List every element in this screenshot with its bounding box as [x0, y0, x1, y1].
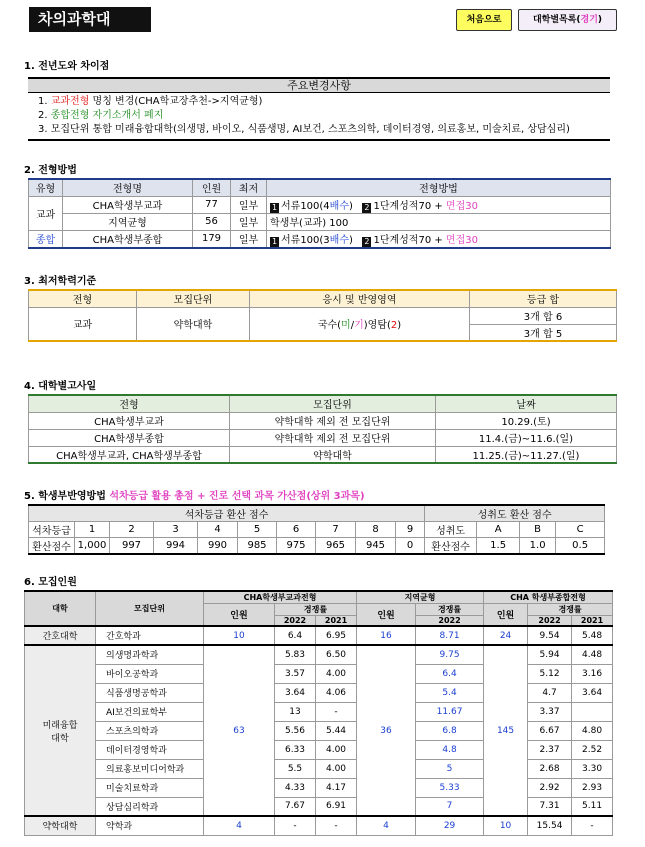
- score-cell: 0: [396, 538, 425, 555]
- cell: CHA학생부종합: [29, 429, 230, 446]
- min-cell: 일부: [231, 213, 267, 230]
- university-list-button[interactable]: [518, 9, 617, 31]
- col-header: 인원: [484, 604, 528, 627]
- cell: 약학대학: [230, 446, 436, 463]
- col-header: 경쟁률: [275, 604, 357, 616]
- col-header: 대학: [25, 591, 96, 626]
- count-cell: 145: [484, 645, 528, 816]
- group-header: CHA학생부교과전형: [204, 591, 357, 604]
- col-header: 전형: [29, 395, 230, 412]
- cell: 10.29.(토): [436, 412, 617, 429]
- rate-cell: 4.00: [316, 740, 357, 759]
- admission-method-table: [28, 178, 611, 249]
- col-header: 인원: [193, 179, 231, 196]
- rate-cell: 5.94: [528, 645, 572, 664]
- type-cell: 교과: [29, 307, 137, 341]
- col-header: 인원: [204, 604, 275, 627]
- rate-cell: 5.4: [416, 683, 484, 702]
- table-header-row: [29, 505, 605, 522]
- change-item-2: 2. 종합전형 자기소개서 폐지: [38, 110, 164, 121]
- rate-cell: 5: [416, 759, 484, 778]
- section4-heading: 4. 대학별고사일: [24, 381, 97, 392]
- exam-date-table: [28, 394, 617, 464]
- grade-cell: 3개 합 6: [470, 307, 617, 324]
- grade-cell: 4: [198, 522, 238, 538]
- rate-cell: 15.54: [528, 816, 572, 835]
- rate-cell: 5.56: [275, 721, 316, 740]
- name-cell: 지역균형: [63, 213, 193, 230]
- rate-cell: 7: [416, 797, 484, 816]
- rate-cell: 2.68: [528, 759, 572, 778]
- dept-cell: 약학과: [96, 816, 204, 835]
- table-header-row: [29, 290, 617, 307]
- rate-cell: 2.92: [528, 778, 572, 797]
- grade-cell: 3: [154, 522, 198, 538]
- rate-cell: 6.4: [416, 664, 484, 683]
- score-cell: 945: [356, 538, 396, 555]
- rate-cell: 5.48: [572, 626, 613, 645]
- grade-cell: 3개 합 5: [470, 324, 617, 341]
- section5-note: 석차등급 활용 총점 + 진로 선택 과목 가산점(상위 3과목): [109, 491, 365, 502]
- rate-cell: 8.71: [416, 626, 484, 645]
- ach-cell: A: [477, 522, 520, 538]
- method-cell: 1 서류100(4배수) 2 1단계성적70 + 면접30: [267, 196, 611, 213]
- grade-cell: 2: [110, 522, 154, 538]
- table-row: [29, 522, 605, 538]
- score-cell: 994: [154, 538, 198, 555]
- college-cell: 약학대학: [25, 816, 96, 835]
- university-list-close: ): [597, 15, 603, 25]
- grade-cell: 7: [316, 522, 356, 538]
- score-cell: 990: [198, 538, 238, 555]
- col-header: 전형: [29, 290, 137, 307]
- count-cell: 77: [193, 196, 231, 213]
- table-row: [29, 538, 605, 555]
- dept-cell: 데이터경영학과: [96, 740, 204, 759]
- row-label: 석차등급: [29, 522, 75, 538]
- row-label: 성취도: [425, 522, 477, 538]
- grade-cell: 5: [238, 522, 277, 538]
- score-cell: 965: [316, 538, 356, 555]
- rate-cell: 7.67: [275, 797, 316, 816]
- rate-cell: 5.33: [416, 778, 484, 797]
- col-header: 등급 합: [470, 290, 617, 307]
- dept-cell: 의생명과학과: [96, 645, 204, 664]
- ach-score-cell: 0.5: [556, 538, 605, 555]
- table-row: [25, 626, 613, 645]
- table-row: [29, 196, 611, 213]
- rate-cell: 3.37: [528, 702, 572, 721]
- row-label: 환산점수: [29, 538, 75, 555]
- dept-cell: 의료홍보미디어학과: [96, 759, 204, 778]
- grade-cell: 9: [396, 522, 425, 538]
- table-row: [29, 412, 617, 429]
- rate-cell: 4.7: [528, 683, 572, 702]
- ach-score-cell: 1.5: [477, 538, 520, 555]
- rate-cell: 3.16: [572, 664, 613, 683]
- rate-cell: 6.67: [528, 721, 572, 740]
- table-row: [29, 307, 617, 324]
- change-item-2-highlight: 종합전형: [50, 110, 90, 121]
- col-header: 석차등급 환산 점수: [29, 505, 425, 522]
- min-cell: 일부: [231, 230, 267, 248]
- rate-cell: 4.17: [316, 778, 357, 797]
- year-header: 2022: [275, 616, 316, 627]
- ach-score-cell: 1.0: [520, 538, 556, 555]
- dept-cell: 간호학과: [96, 626, 204, 645]
- rate-cell: 3.64: [275, 683, 316, 702]
- table-header-row: [25, 591, 613, 604]
- page-title: 차의과학대: [29, 7, 151, 32]
- rate-cell: 4.06: [316, 683, 357, 702]
- rate-cell: 6.4: [275, 626, 316, 645]
- rate-cell: 5.83: [275, 645, 316, 664]
- group-header: CHA 학생부종합전형: [484, 591, 613, 604]
- count-cell: 10: [204, 626, 275, 645]
- type-cell: 교과: [29, 196, 63, 230]
- col-header: 응시 및 반영영역: [250, 290, 470, 307]
- ach-cell: B: [520, 522, 556, 538]
- col-header: 경쟁률: [416, 604, 484, 616]
- dept-cell: 상담심리학과: [96, 797, 204, 816]
- college-cell: 간호대학: [25, 626, 96, 645]
- rate-cell: 5.11: [572, 797, 613, 816]
- type-cell: 종합: [29, 230, 63, 248]
- university-list-region: 경기: [580, 15, 598, 25]
- col-header: 인원: [357, 604, 416, 627]
- rate-cell: 4.48: [572, 645, 613, 664]
- col-header: 성취도 환산 점수: [425, 505, 605, 522]
- section3-heading: 3. 최저학력기준: [24, 276, 97, 287]
- rate-cell: 6.50: [316, 645, 357, 664]
- change-item-3: 3. 모집단위 통합 미래융합대학(의생명, 바이오, 식품생명, AI보건, 스포츠의학, 데이터경영, 의료홍보, 미술치료, 상담심리): [38, 124, 570, 135]
- change-item-1-highlight: 교과전형: [50, 96, 90, 107]
- rate-cell: -: [572, 816, 613, 835]
- rate-cell: 4.33: [275, 778, 316, 797]
- count-cell: 4: [357, 816, 416, 835]
- col-header: 전형방법: [267, 179, 611, 196]
- table-row: [29, 446, 617, 463]
- count-cell: 63: [204, 645, 275, 816]
- rate-cell: 7.31: [528, 797, 572, 816]
- cell: 11.4.(금)~11.6.(일): [436, 429, 617, 446]
- grade-cell: 8: [356, 522, 396, 538]
- rate-cell: 13: [275, 702, 316, 721]
- year-header: 2021: [572, 616, 613, 627]
- rate-cell: 6.91: [316, 797, 357, 816]
- count-cell: 4: [204, 816, 275, 835]
- table-header-row: [29, 179, 611, 196]
- rate-cell: 4.00: [316, 759, 357, 778]
- col-header: 유형: [29, 179, 63, 196]
- count-cell: 24: [484, 626, 528, 645]
- cell: CHA학생부교과: [29, 412, 230, 429]
- name-cell: CHA학생부교과: [63, 196, 193, 213]
- unit-cell: 약학대학: [137, 307, 250, 341]
- rate-cell: 5.12: [528, 664, 572, 683]
- score-cell: 1,000: [75, 538, 110, 555]
- score-cell: 997: [110, 538, 154, 555]
- changes-table-title: 주요변경사항: [28, 77, 610, 93]
- rate-cell: 9.75: [416, 645, 484, 664]
- table-row: [29, 230, 611, 248]
- rate-cell: [572, 702, 613, 721]
- table-row: [29, 213, 611, 230]
- section2-heading: 2. 전형방법: [24, 165, 77, 176]
- col-header: 경쟁률: [528, 604, 613, 616]
- grade-cell: 1: [75, 522, 110, 538]
- table-header-row: [29, 395, 617, 412]
- rate-cell: 4.80: [572, 721, 613, 740]
- rate-cell: 5.5: [275, 759, 316, 778]
- dept-cell: 식품생명공학과: [96, 683, 204, 702]
- col-header: 최저: [231, 179, 267, 196]
- rate-cell: 29: [416, 816, 484, 835]
- rate-cell: 4.00: [316, 664, 357, 683]
- rate-cell: 3.30: [572, 759, 613, 778]
- table-row: [25, 816, 613, 835]
- area-cell: 국수(미/기)영탐(2): [250, 307, 470, 341]
- count-cell: 10: [484, 816, 528, 835]
- table-row: [29, 429, 617, 446]
- count-cell: 36: [357, 645, 416, 816]
- changes-list: [28, 93, 610, 141]
- dept-cell: AI보건의료학부: [96, 702, 204, 721]
- grade-cell: 6: [277, 522, 316, 538]
- rate-cell: 6.33: [275, 740, 316, 759]
- year-header: 2021: [316, 616, 357, 627]
- dept-cell: 미술치료학과: [96, 778, 204, 797]
- rate-cell: 6.95: [316, 626, 357, 645]
- rate-cell: 5.44: [316, 721, 357, 740]
- col-header: 날짜: [436, 395, 617, 412]
- rate-cell: -: [275, 816, 316, 835]
- rate-cell: 3.64: [572, 683, 613, 702]
- go-first-button[interactable]: 처음으로: [456, 9, 512, 31]
- year-header: 2022: [528, 616, 572, 627]
- cell: CHA학생부교과, CHA학생부종합: [29, 446, 230, 463]
- college-cell: 미래융합 대학: [25, 645, 96, 816]
- university-list-label: 대학별목록(: [532, 15, 581, 25]
- col-header: 모집단위: [137, 290, 250, 307]
- rate-cell: -: [316, 702, 357, 721]
- col-header: 모집단위: [96, 591, 204, 626]
- rate-cell: 11.67: [416, 702, 484, 721]
- row-label: 환산점수: [425, 538, 477, 555]
- count-cell: 179: [193, 230, 231, 248]
- year-header: 2022: [416, 616, 484, 627]
- cell: 11.25.(금)~11.27.(일): [436, 446, 617, 463]
- table-row: [25, 645, 613, 664]
- group-header: 지역균형: [357, 591, 484, 604]
- section6-heading: 6. 모집인원: [24, 577, 77, 588]
- name-cell: CHA학생부종합: [63, 230, 193, 248]
- rate-cell: 9.54: [528, 626, 572, 645]
- min-cell: 일부: [231, 196, 267, 213]
- change-item-1: 1. 교과전형 명칭 변경(CHA학교장추천->지역균형): [38, 96, 263, 107]
- method-cell: 1 서류100(3배수) 2 1단계성적70 + 면접30: [267, 230, 611, 248]
- rate-cell: 2.52: [572, 740, 613, 759]
- rate-cell: 6.8: [416, 721, 484, 740]
- count-cell: 56: [193, 213, 231, 230]
- method-cell: 학생부(교과) 100: [267, 213, 611, 230]
- score-cell: 985: [238, 538, 277, 555]
- rate-cell: -: [316, 816, 357, 835]
- dept-cell: 바이오공학과: [96, 664, 204, 683]
- section1-heading: 1. 전년도와 차이점: [24, 61, 110, 72]
- quota-table: [24, 590, 613, 836]
- rate-cell: 4.8: [416, 740, 484, 759]
- cell: 약학대학 제외 전 모집단위: [230, 429, 436, 446]
- count-cell: 16: [357, 626, 416, 645]
- col-header: 모집단위: [230, 395, 436, 412]
- ach-cell: C: [556, 522, 605, 538]
- rate-cell: 3.57: [275, 664, 316, 683]
- dept-cell: 스포츠의학과: [96, 721, 204, 740]
- section5-heading: 5. 학생부반영방법 석차등급 활용 총점 + 진로 선택 과목 가산점(상위 3과목): [24, 491, 365, 502]
- grade-conversion-table: [28, 504, 605, 555]
- rate-cell: 2.93: [572, 778, 613, 797]
- score-cell: 975: [277, 538, 316, 555]
- col-header: 전형명: [63, 179, 193, 196]
- min-standard-table: [28, 289, 617, 342]
- rate-cell: 2.37: [528, 740, 572, 759]
- cell: 약학대학 제외 전 모집단위: [230, 412, 436, 429]
